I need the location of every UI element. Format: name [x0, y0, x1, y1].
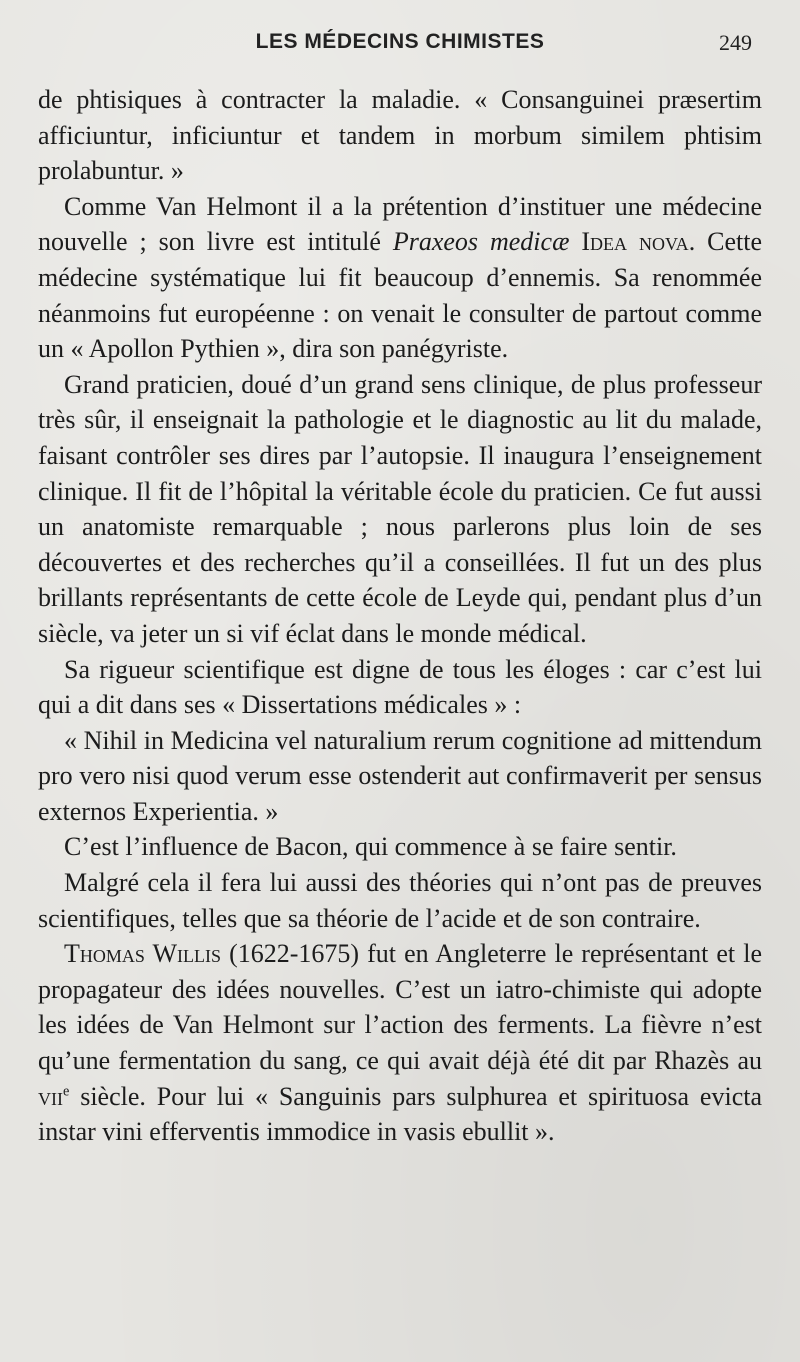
running-head: LES MÉDECINS CHIMISTES — [255, 30, 545, 53]
paragraph-8-text-b: siècle. Pour lui « Sanguinis pars sulphurea et spirituosa evicta instar vini efferventis immodice in vasis ebullit ». — [38, 1081, 762, 1147]
century-numeral: vii — [38, 1081, 63, 1111]
body-text — [38, 82, 762, 1150]
book-title: Praxeos medicæ — [392, 227, 570, 257]
page-header — [38, 18, 762, 66]
paragraph-5-quote — [38, 723, 762, 830]
paragraph-8-text-a: (1622-1675) fut en Angleterre le représentant et le propagateur des idées nouvelles. C’est un iatro-chimiste qui adopte les idées de Van Helmont sur l’action des ferments. La fièvre n’est qu’une fermentation du sang, ce qui avait déjà été dit par Rhazès au — [38, 939, 762, 1076]
paragraph-5-text: « Nihil in Medicina vel naturalium rerum cognitione ad mittendum pro vero nisi quod verum esse ostenderit aut confirmaverit per sensus externos Experientia. » — [38, 725, 762, 826]
paragraph-7 — [38, 865, 762, 936]
paragraph-1-text: de phtisiques à contracter la maladie. « Consanguinei præsertim afficiuntur, inficiuntur et tandem in morbum similem phtisim prolabuntur. » — [38, 85, 762, 186]
paragraph-4 — [38, 652, 762, 723]
paragraph-1 — [38, 82, 762, 189]
paragraph-4-text: Sa rigueur scientifique est digne de tous les éloges : car c’est lui qui a dit dans ses « Dissertations médicales » : — [38, 654, 762, 720]
century-superscript: e — [63, 1082, 70, 1099]
paragraph-3-text: Grand praticien, doué d’un grand sens clinique, de plus professeur très sûr, il enseignait la pathologie et le diagnostic au lit du malade, faisant contrôler ses dires par l’autopsie. Il inaugura l’enseignement clinique. Il fit de l’hôpital la véritable école du praticien. Ce fut aussi un anatomiste remarquable ; nous parlerons plus loin de ses découvertes et des recherches qu’il a conseillées. Il fut un des plus brillants représentants de cette école de Leyde qui, pendant plus d’un siècle, va jeter un si vif éclat dans le monde médical. — [38, 369, 762, 648]
paragraph-2 — [38, 189, 762, 367]
paragraph-2-text-a: Comme Van Helmont il a la prétention d’instituer une médecine nouvelle ; son livre est intitulé — [38, 191, 762, 257]
paragraph-3 — [38, 367, 762, 652]
paragraph-6 — [38, 829, 762, 865]
paragraph-8 — [38, 936, 762, 1150]
paragraph-2-text-b: . Cette médecine systématique lui fit beaucoup d’ennemis. Sa renommée néanmoins fut européenne : on venait le consulter de partout comme un « Apollon Pythien », dira son panégyriste. — [38, 227, 763, 364]
paragraph-7-text: Malgré cela il fera lui aussi des théories qui n’ont pas de preuves scientifiques, telles que sa théorie de l’acide et de son contraire. — [38, 868, 762, 933]
page-number: 249 — [719, 30, 752, 55]
person-name: Thomas Willis — [64, 939, 222, 969]
paragraph-6-text: C’est l’influence de Bacon, qui commence à se faire sentir. — [64, 832, 677, 862]
book-title-smallcaps: Idea nova — [581, 227, 689, 257]
